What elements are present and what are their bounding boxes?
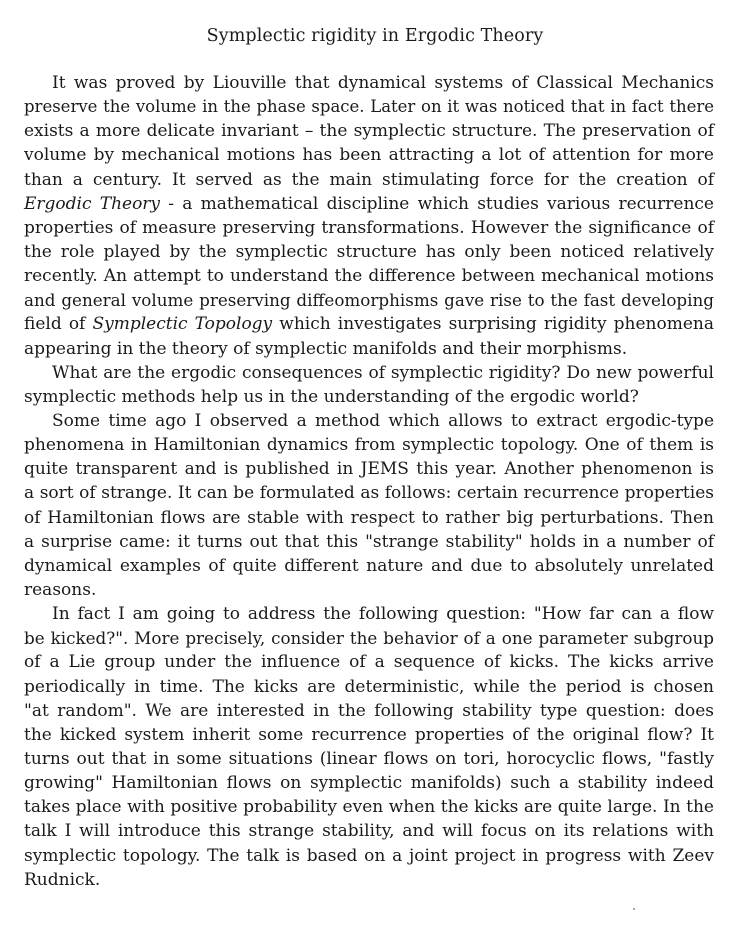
- text-segment: It was proved by Liouville that dynamical systems of Classical Mechanics: [52, 73, 714, 93]
- text-segment: be kicked?". More precisely, consider the behavior of a one parameter subgroup: [24, 628, 714, 649]
- text-segment: recently. An attempt to understand the difference between mechanical motions: [24, 266, 714, 287]
- text-line: [24, 457, 714, 481]
- text-line: [24, 481, 714, 505]
- text-line: [24, 264, 714, 288]
- text-segment: the role played by the symplectic structure has only been noticed relatively: [24, 241, 714, 262]
- text-line: [24, 844, 714, 868]
- text-line: [24, 337, 714, 361]
- text-line: [24, 385, 714, 409]
- text-segment: field of: [24, 314, 93, 335]
- abstract-body: [24, 71, 714, 892]
- text-line: [24, 433, 714, 457]
- text-line: [24, 143, 714, 167]
- text-line: [24, 868, 714, 892]
- text-segment: a surprise came: it turns out that this "strange stability" holds in a number of: [24, 531, 714, 552]
- text-line: [24, 240, 714, 264]
- text-line: [24, 530, 714, 554]
- text-line: [24, 723, 714, 747]
- text-segment: of Hamiltonian flows are stable with respect to rather big perturbations. Then: [24, 507, 714, 528]
- text-line: [24, 361, 714, 385]
- text-line: [24, 192, 714, 216]
- text-segment: takes place with positive probability even when the kicks are quite large. In the: [24, 797, 714, 818]
- text-line: [24, 71, 714, 95]
- text-segment: talk I will introduce this strange stability, and will focus on its relations with: [24, 821, 714, 842]
- text-segment: turns out that in some situations (linear flows on tori, horocyclic flows, "fastly: [24, 748, 714, 769]
- text-segment: than a century. It served as the main stimulating force for the creation of: [24, 169, 714, 190]
- text-line: [24, 747, 714, 771]
- text-segment: exists a more delicate invariant – the symplectic structure. The preservation of: [24, 121, 714, 142]
- text-segment: reasons.: [24, 579, 97, 600]
- text-segment: Rudnick.: [24, 869, 101, 890]
- text-line: [24, 216, 714, 240]
- text-segment: dynamical examples of quite different nature and due to absolutely unrelated: [24, 555, 714, 576]
- text-line: [24, 288, 714, 312]
- text-segment: - a mathematical discipline which studies various recurrence: [160, 193, 714, 214]
- text-segment: symplectic topology. The talk is based on a joint project in progress with Zeev: [24, 845, 714, 866]
- text-segment: growing" Hamiltonian flows on symplectic manifolds) such a stability indeed: [24, 773, 714, 794]
- scan-speck: [633, 908, 635, 910]
- text-segment: What are the ergodic consequences of symplectic rigidity? Do new powerful: [52, 362, 714, 383]
- text-line: [24, 699, 714, 723]
- text-segment: "at random". We are interested in the following stability type question: does: [24, 700, 714, 721]
- text-segment: volume by mechanical motions has been attracting a lot of attention for more: [24, 145, 714, 166]
- text-line: [24, 650, 714, 674]
- text-segment: which investigates surprising rigidity phenomena: [272, 314, 714, 335]
- text-line: [24, 312, 714, 336]
- text-line: [24, 819, 714, 843]
- text-segment: symplectic methods help us in the understanding of the ergodic world?: [24, 386, 639, 407]
- text-segment: preserve the volume in the phase space. Later on it was noticed that in fact there: [24, 97, 714, 117]
- text-line: [24, 506, 714, 530]
- document-title: Symplectic rigidity in Ergodic Theory: [206, 26, 544, 46]
- text-line: [24, 119, 714, 143]
- text-line: [24, 626, 714, 650]
- text-line: [24, 675, 714, 699]
- text-segment: periodically in time. The kicks are deterministic, while the period is chosen: [24, 676, 714, 697]
- text-segment: and general volume preserving diffeomorphisms gave rise to the fast developing: [24, 290, 714, 311]
- text-segment: the kicked system inherit some recurrence properties of the original flow? It: [24, 724, 714, 745]
- text-line: [24, 795, 714, 819]
- text-line: [24, 168, 714, 192]
- italic-term: Symplectic Topology: [92, 314, 273, 335]
- text-line: [24, 409, 714, 433]
- text-segment: properties of measure preserving transformations. However the significance of: [24, 217, 714, 238]
- text-segment: In fact I am going to address the following question: "How far can a flow: [52, 604, 714, 625]
- italic-term: Ergodic Theory: [24, 193, 161, 214]
- text-line: [24, 602, 714, 626]
- text-segment: of a Lie group under the influence of a sequence of kicks. The kicks arrive: [24, 652, 714, 673]
- text-segment: Some time ago I observed a method which allows to extract ergodic-type: [52, 410, 714, 431]
- text-segment: phenomena in Hamiltonian dynamics from symplectic topology. One of them is: [24, 435, 714, 456]
- text-segment: appearing in the theory of symplectic manifolds and their morphisms.: [24, 338, 628, 359]
- text-segment: a sort of strange. It can be formulated as follows: certain recurrence properties: [24, 483, 714, 504]
- text-line: [24, 771, 714, 795]
- text-line: [24, 578, 714, 602]
- text-line: [24, 554, 714, 578]
- text-segment: quite transparent and is published in JEMS this year. Another phenomenon is: [24, 459, 714, 480]
- text-line: [24, 95, 714, 119]
